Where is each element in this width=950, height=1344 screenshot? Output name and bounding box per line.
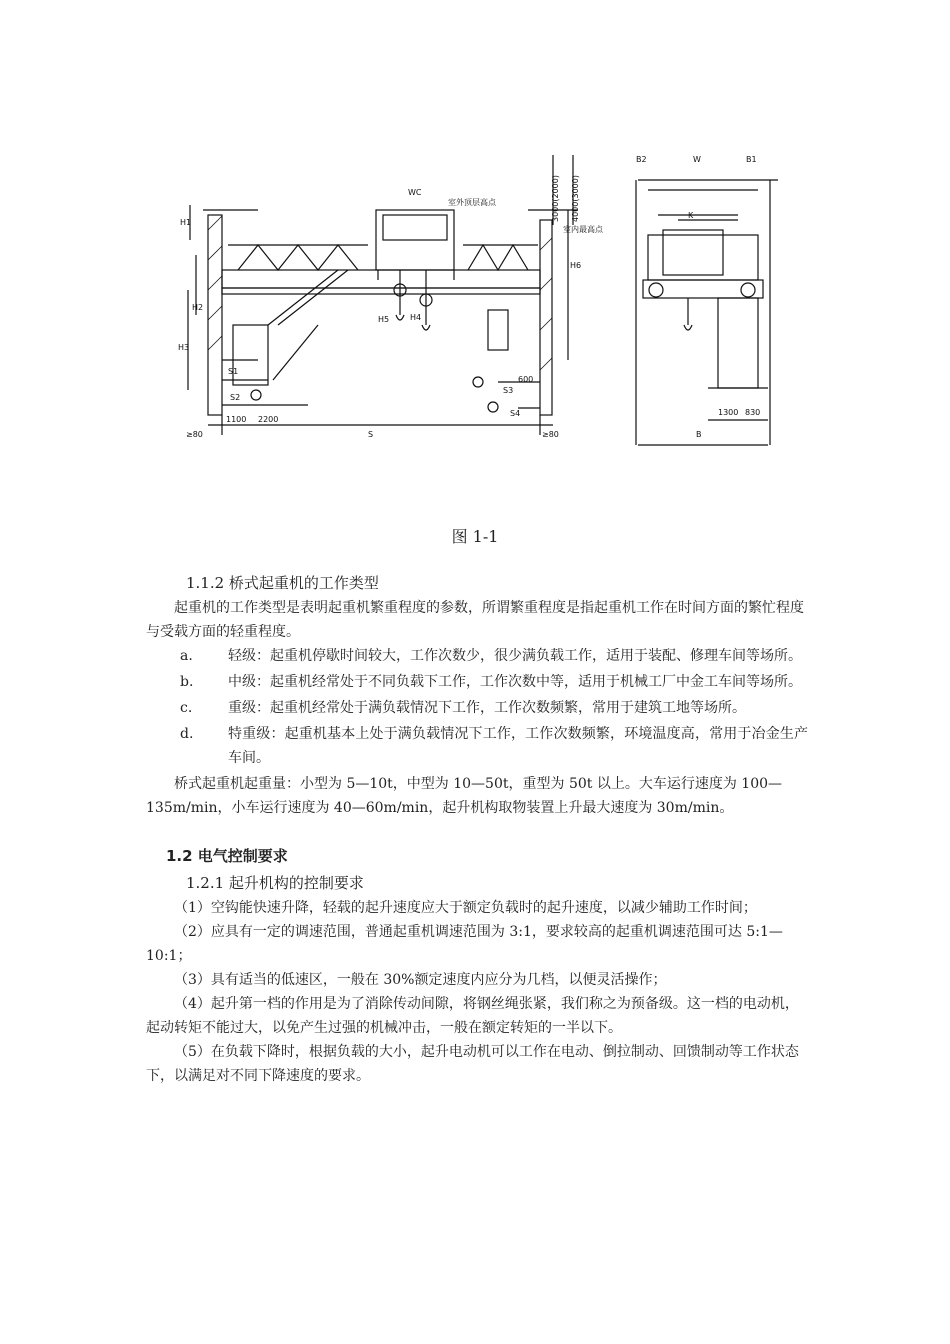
paragraph-capacity: 桥式起重机起重量：小型为 5—10t，中型为 10—50t，重型为 50t 以上。大车运行速度为 100—135m/min，小车运行速度为 40—60m/min，起升机构取物装置上升最大速度为 30m/min。 [146,776,783,816]
label-h3: H3 [178,343,190,352]
label-vertical-dim: 3000(2000) [551,175,560,222]
control-point: （4）起升第一档的作用是为了消除传动间隙，将钢丝绳张紧，我们称之为预备级。这一档的电动机，起动转矩不能过大，以免产生过强的机械冲击，一般在额定转矩的一半以下。 [146,996,799,1036]
bridge-girder [222,270,540,288]
list-text: 特重级：起重机基本上处于满负载情况下工作，工作次数频繁，环境温度高，常用于冶金生产车间。 [228,726,808,766]
figure-caption: 图 1-1 [451,527,499,546]
list-item [146,696,808,720]
label-830: 830 [745,408,761,417]
crane-drawing [178,150,778,450]
list-item [146,670,808,694]
label-room-inner: 室内最高点 [563,225,603,234]
section-heading-1-2: 1.2 电气控制要求 [166,847,288,865]
label-2200: 2200 [258,415,279,424]
side-trolley [648,235,758,280]
label-1300: 1300 [718,408,739,417]
label-w: W [693,155,701,164]
label-1100: 1100 [226,415,247,424]
list-text: 重级：起重机经常处于满负载情况下工作，工作次数频繁，常用于建筑工地等场所。 [228,700,746,716]
label-h6: H6 [570,261,582,270]
operator-cab [233,325,268,385]
label-room-top: 室外顶层高点 [448,198,496,207]
list-mark: c. [180,700,193,716]
label-s3: S3 [503,386,514,395]
label-vertical-dim-2: 4000(3000) [571,175,580,222]
label-h2: H2 [192,303,204,312]
list-text: 轻级：起重机停歇时间较大，工作次数少，很少满负载工作，适用于装配、修理车间等场所。 [228,648,802,664]
crane-diagram [178,150,778,450]
section-heading-1-2-1: 1.2.1 起升机构的控制要求 [186,874,364,892]
right-wall [540,220,552,415]
label-ge80-right: ≥80 [542,430,559,439]
section-heading-1-1-2: 1.1.2 桥式起重机的工作类型 [186,574,379,592]
list-mark: a. [180,648,193,664]
label-s1: S1 [228,367,239,376]
label-s: S [368,430,374,439]
list-item [146,644,808,668]
label-b: B [696,430,702,439]
label-600: 600 [518,375,534,384]
label-ge80-left: ≥80 [186,430,203,439]
paragraph-intro: 起重机的工作类型是表明起重机繁重程度的参数，所谓繁重程度是指起重机工作在时间方面的繁忙程度与受载方面的轻重程度。 [146,600,804,640]
label-h4: H4 [410,313,422,322]
control-point: （3）具有适当的低速区，一般在 30%额定速度内应分为几档，以便灵活操作； [174,972,667,988]
control-point: （5）在负载下降时，根据负载的大小，起升电动机可以工作在电动、倒拉制动、回馈制动等工作状态下，以满足对不同下降速度的要求。 [146,1044,799,1084]
label-wc: WC [408,188,422,197]
document-body [146,570,808,1088]
list-item [146,722,808,770]
list-text: 中级：起重机经常处于不同负载下工作，工作次数中等，适用于机械工厂中金工车间等场所。 [228,674,802,690]
label-k: K [688,211,694,220]
label-h-top: H1 [180,218,192,227]
label-s4: S4 [510,409,521,418]
control-point: （1）空钩能快速升降，轻载的起升速度应大于额定负载时的起升速度，以减少辅助工作时间； [174,900,757,916]
side-cab [718,298,758,388]
label-b2: B2 [636,155,647,164]
list-mark: d. [180,726,194,742]
left-wall [208,215,222,415]
label-s2: S2 [230,393,241,402]
list-mark: b. [180,674,194,690]
label-h5: H5 [378,315,390,324]
control-point: （2）应具有一定的调速范围，普通起重机调速范围为 3:1，要求较高的起重机调速范围可达 5:1—10:1； [146,924,783,964]
label-b1: B1 [746,155,757,164]
